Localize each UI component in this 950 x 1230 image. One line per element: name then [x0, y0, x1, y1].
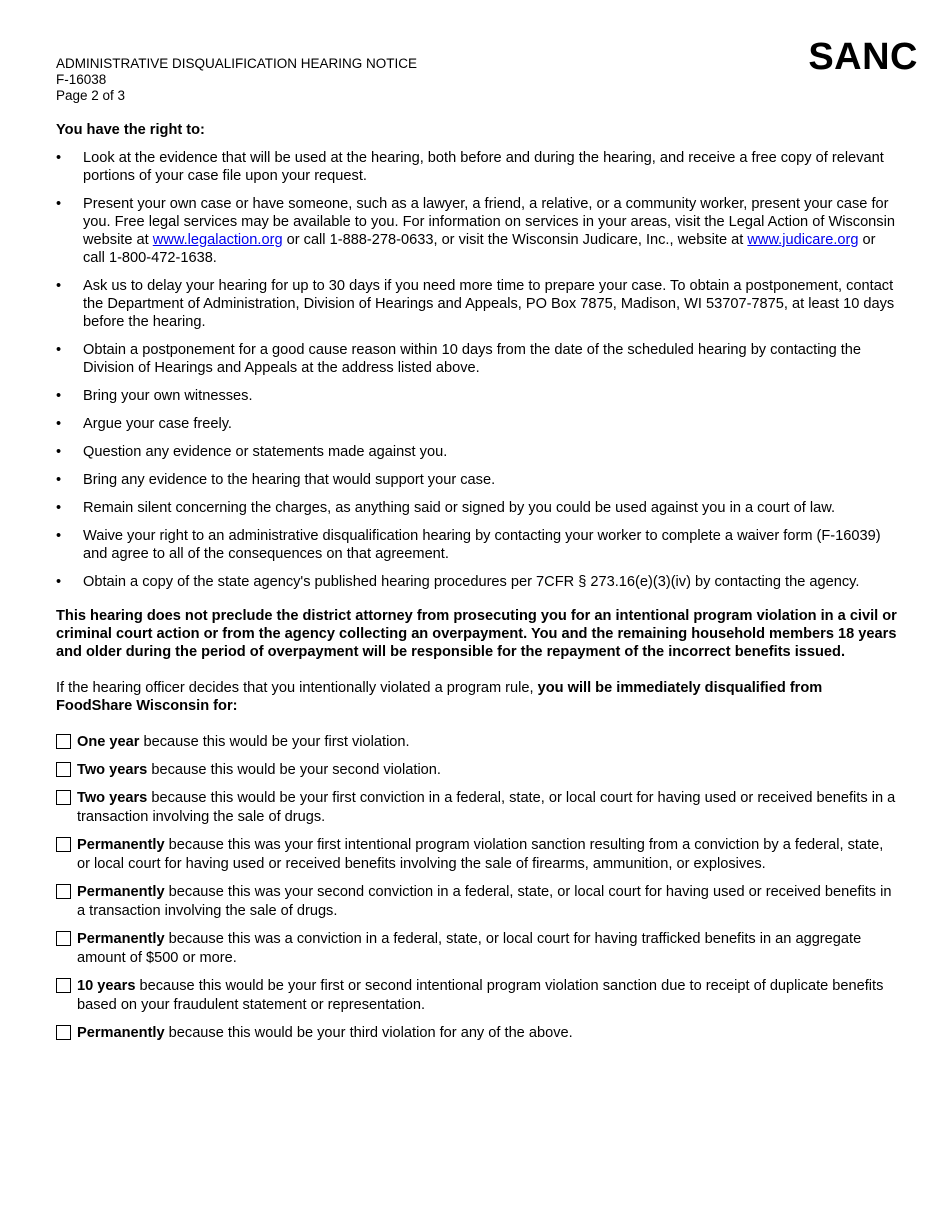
option-duration: Permanently	[77, 931, 165, 947]
option-reason: because this was a conviction in a federal, state, or local court for having trafficked benefits in an aggregate amount of $500 or more.	[77, 931, 862, 966]
option-duration: Permanently	[77, 837, 165, 853]
option-duration: Two years	[77, 762, 148, 778]
option-ten-years	[56, 977, 900, 1015]
document-body	[56, 121, 900, 1052]
rights-item	[56, 415, 900, 433]
form-title: ADMINISTRATIVE DISQUALIFICATION HEARING NOTICE	[56, 56, 418, 71]
option-reason: because this would be your first conviction in a federal, state, or local court for having used or received benefits in a transaction involving the sale of drugs.	[77, 790, 896, 825]
rights-item-text: Present your own case or have someone, such as a lawyer, a friend, a relative, or a community worker, present your case for you. Free legal services may be available to you. For information on services in your areas, visit the Legal Action of Wisconsin website at	[83, 196, 895, 248]
rights-item-text: Ask us to delay your hearing for up to 30 days if you need more time to prepare your case. To obtain a postponement, contact the Department of Administration, Division of Hearings and Appeals, PO Box 7875, Madison, WI 53707-7875, at least 10 days before the hearing.	[83, 278, 895, 330]
option-reason: because this was your first intentional program violation sanction resulting from a conviction by a federal, state, or local court for having used or received benefits involving the sale of firearms, ammunition, or explosives.	[77, 837, 884, 872]
sanc-badge: SANC	[808, 36, 918, 78]
page-number: Page 2 of 3	[56, 88, 126, 103]
rights-item	[56, 387, 900, 405]
option-duration: 10 years	[77, 978, 136, 994]
option-permanent-firearms	[56, 836, 900, 874]
rights-item-text: Look at the evidence that will be used at the hearing, both before and during the hearing, and receive a free copy of relevant portions of your case file upon your request.	[83, 150, 884, 184]
rights-item	[56, 499, 900, 517]
option-duration: One year	[77, 734, 140, 750]
rights-item	[56, 149, 900, 185]
form-number: F-16038	[56, 72, 107, 87]
option-duration: Permanently	[77, 884, 165, 900]
option-checkbox[interactable]	[56, 1025, 71, 1040]
bullet-icon: •	[56, 278, 62, 294]
option-two-years-drugs	[56, 789, 900, 827]
bullet-icon: •	[56, 574, 62, 590]
rights-item-text: Obtain a postponement for a good cause reason within 10 days from the date of the scheduled hearing by contacting the Division of Hearings and Appeals at the address listed above.	[83, 342, 862, 376]
rights-item	[56, 573, 900, 591]
rights-item-text: Obtain a copy of the state agency's published hearing procedures per 7CFR § 273.16(e)(3)(iv) by contacting the agency.	[83, 574, 860, 590]
bullet-icon: •	[56, 342, 62, 358]
rights-item-text: or call 1-888-278-0633, or visit the Wisconsin Judicare, Inc., website at	[282, 232, 748, 248]
bullet-icon: •	[56, 416, 62, 432]
option-reason: because this would be your second violation.	[147, 762, 441, 778]
option-checkbox[interactable]	[56, 837, 71, 852]
bullet-icon: •	[56, 472, 62, 488]
rights-item-text: or call 1-800-472-1638.	[83, 232, 876, 266]
disqualification-intro	[56, 679, 900, 715]
rights-heading: You have the right to:	[56, 122, 205, 138]
bullet-icon: •	[56, 196, 62, 212]
option-checkbox[interactable]	[56, 931, 71, 946]
disqualification-intro-text: If the hearing officer decides that you intentionally violated a program rule,	[56, 680, 538, 696]
rights-item-text: Bring any evidence to the hearing that would support your case.	[83, 472, 496, 488]
option-duration: Permanently	[77, 1025, 165, 1041]
option-reason: because this would be your third violation for any of the above.	[164, 1025, 573, 1041]
option-reason: because this would be your first or second intentional program violation sanction due to receipt of duplicate benefits based on your fraudulent statement or representation.	[77, 978, 884, 1013]
rights-item-text: Argue your case freely.	[83, 416, 232, 432]
option-reason: because this would be your first violation.	[139, 734, 410, 750]
option-checkbox[interactable]	[56, 762, 71, 777]
option-checkbox[interactable]	[56, 978, 71, 993]
rights-item-text: Question any evidence or statements made against you.	[83, 444, 448, 460]
option-checkbox[interactable]	[56, 790, 71, 805]
bullet-icon: •	[56, 528, 62, 544]
option-duration: Two years	[77, 790, 148, 806]
rights-item	[56, 277, 900, 331]
disqualification-intro-bold: you will be immediately disqualified from FoodShare Wisconsin for:	[56, 680, 823, 714]
option-checkbox[interactable]	[56, 884, 71, 899]
rights-item-text: Waive your right to an administrative disqualification hearing by contacting your worker to complete a waiver form (F-16039) and agree to all of the consequences on that agreement.	[83, 528, 881, 562]
legalaction-link[interactable]: www.legalaction.org	[152, 232, 283, 248]
option-checkbox[interactable]	[56, 734, 71, 749]
bullet-icon: •	[56, 150, 62, 166]
option-reason: because this was your second conviction in a federal, state, or local court for having used or received benefits in a transaction involving the sale of drugs.	[77, 884, 892, 919]
rights-item-text: Remain silent concerning the charges, as anything said or signed by you could be used against you in a court of law.	[83, 500, 836, 516]
bullet-icon: •	[56, 500, 62, 516]
form-header	[56, 56, 417, 104]
bullet-icon: •	[56, 444, 62, 460]
option-two-years-second	[56, 761, 900, 780]
rights-item-text: Bring your own witnesses.	[83, 388, 253, 404]
judicare-link[interactable]: www.judicare.org	[747, 232, 859, 248]
rights-item	[56, 341, 900, 377]
rights-list	[56, 149, 900, 591]
rights-item	[56, 443, 900, 461]
rights-item	[56, 471, 900, 489]
option-permanent-trafficking	[56, 930, 900, 968]
disqualification-options	[56, 733, 900, 1043]
rights-item	[56, 527, 900, 563]
option-permanent-drugs-second	[56, 883, 900, 921]
option-one-year	[56, 733, 900, 752]
rights-item	[56, 195, 900, 267]
bullet-icon: •	[56, 388, 62, 404]
prosecution-notice: This hearing does not preclude the district attorney from prosecuting you for an intentional program violation in a civil or criminal court action or from the agency collecting an overpayment. You and the remaining household members 18 years and older during the period of overpayment will be responsible for the repayment of the incorrect benefits issued.	[56, 608, 897, 660]
option-permanent-third	[56, 1024, 900, 1043]
